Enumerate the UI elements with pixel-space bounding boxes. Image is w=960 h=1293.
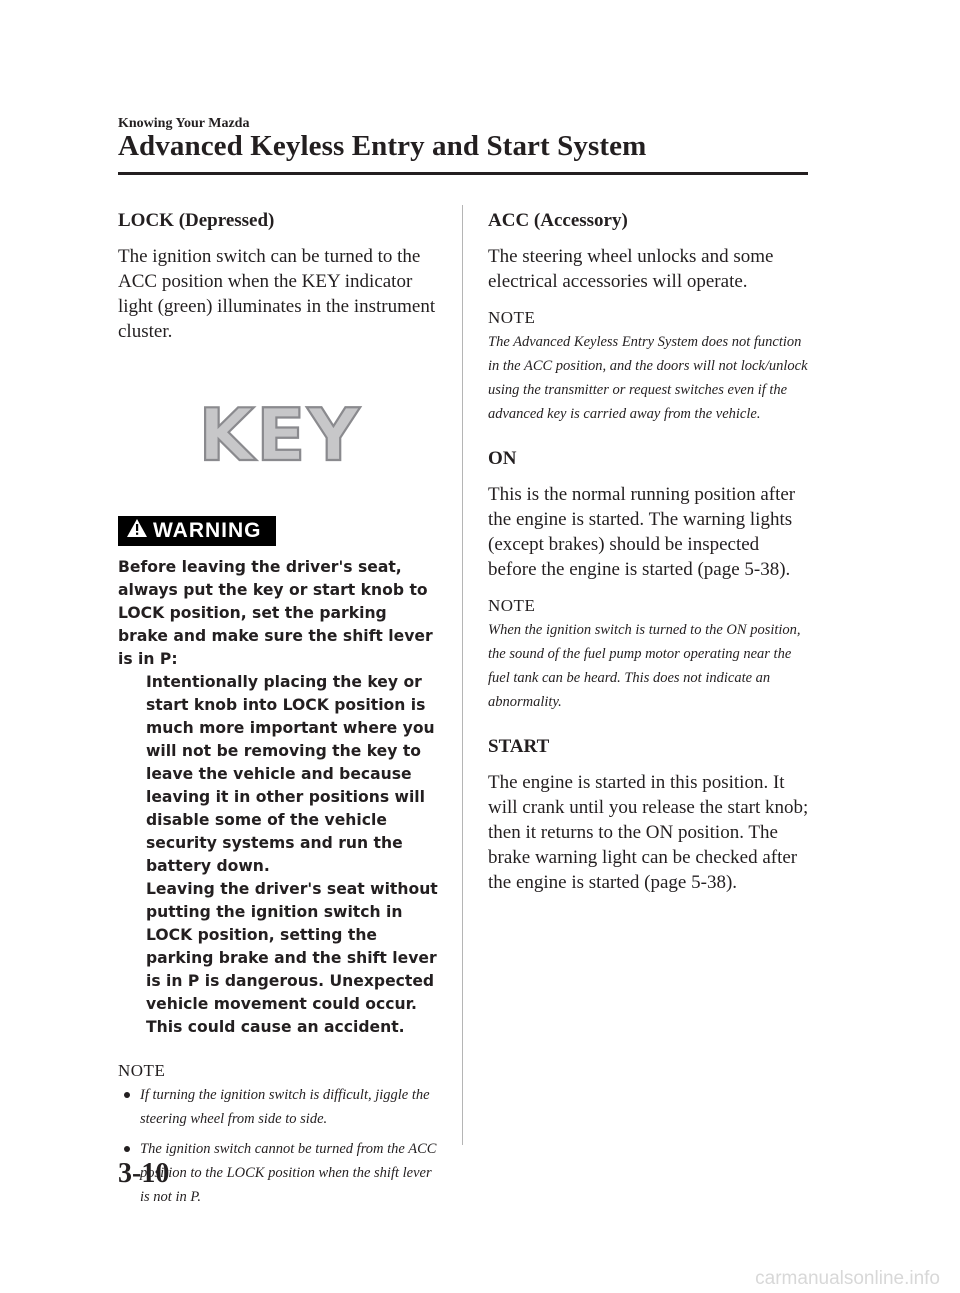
warning-paragraph-2: Leaving the driver's seat without putting the ignition switch in LOCK position, setting the parking brake and the shift lever is in P is dangerous. Unexpected vehicle movement could occur. This could cause an accident.: [146, 880, 438, 1036]
start-heading: START: [488, 736, 550, 757]
list-item: If turning the ignition switch is difficult, jiggle the steering wheel from side to side.: [118, 1083, 438, 1131]
header-section: Knowing Your Mazda: [118, 116, 250, 131]
key-indicator-figure: [118, 378, 438, 498]
acc-heading: ACC (Accessory): [488, 210, 628, 231]
watermark: carmanualsonline.info: [755, 1268, 940, 1289]
start-body: The engine is started in this position. It will crank until you release the start knob; then it returns to the ON position. The brake warning light can be checked after the engine is started (page 5-38).: [488, 772, 809, 893]
list-item: The ignition switch cannot be turned from the ACC position to the LOCK position when the shift lever is not in P.: [118, 1137, 438, 1209]
lock-heading: LOCK (Depressed): [118, 210, 275, 231]
warning-paragraph-1: Intentionally placing the key or start knob into LOCK position is much more important where you will not be removing the key to leave the vehicle and because leaving it in other positions will disable some of the vehicle security systems and run the battery down.: [146, 673, 435, 875]
note-list: [118, 1083, 438, 1209]
bullet-icon: [124, 1092, 130, 1098]
warning-lead: Before leaving the driver's seat, always put the key or start knob to LOCK position, set the parking brake and make sure the shift lever is in P:: [118, 558, 433, 668]
header-rule: [118, 172, 808, 175]
on-note-label: NOTE: [488, 596, 536, 615]
note-label: NOTE: [118, 1061, 166, 1080]
acc-note-label: NOTE: [488, 308, 536, 327]
column-divider: [462, 205, 463, 1145]
warning-label: WARNING: [153, 519, 262, 542]
on-body: This is the normal running position after the engine is started. The warning lights (except brakes) should be inspected before the engine is started (page 5-38).: [488, 484, 796, 580]
key-indicator-icon: KEY: [198, 393, 362, 477]
on-note: When the ignition switch is turned to the ON position, the sound of the fuel pump motor operating near the fuel tank can be heard. This does not indicate an abnormality.: [488, 622, 801, 710]
acc-body: The steering wheel unlocks and some electrical accessories will operate.: [488, 246, 774, 292]
acc-note: The Advanced Keyless Entry System does not function in the ACC position, and the doors will not lock/unlock using the transmitter or request switches even if the advanced key is carried away from the vehicle.: [488, 334, 808, 422]
page-number: 3-10: [118, 1158, 170, 1189]
warning-badge: [118, 516, 276, 546]
warning-block: [118, 556, 438, 1039]
warning-triangle-icon: [126, 518, 148, 544]
lock-body: The ignition switch can be turned to the ACC position when the KEY indicator light (green) illuminates in the instrument cluster.: [118, 246, 436, 342]
bullet-icon: [124, 1146, 130, 1152]
right-column: [488, 208, 810, 909]
page-title: Advanced Keyless Entry and Start System: [118, 130, 647, 162]
on-heading: ON: [488, 448, 517, 469]
left-column: [118, 208, 438, 1215]
